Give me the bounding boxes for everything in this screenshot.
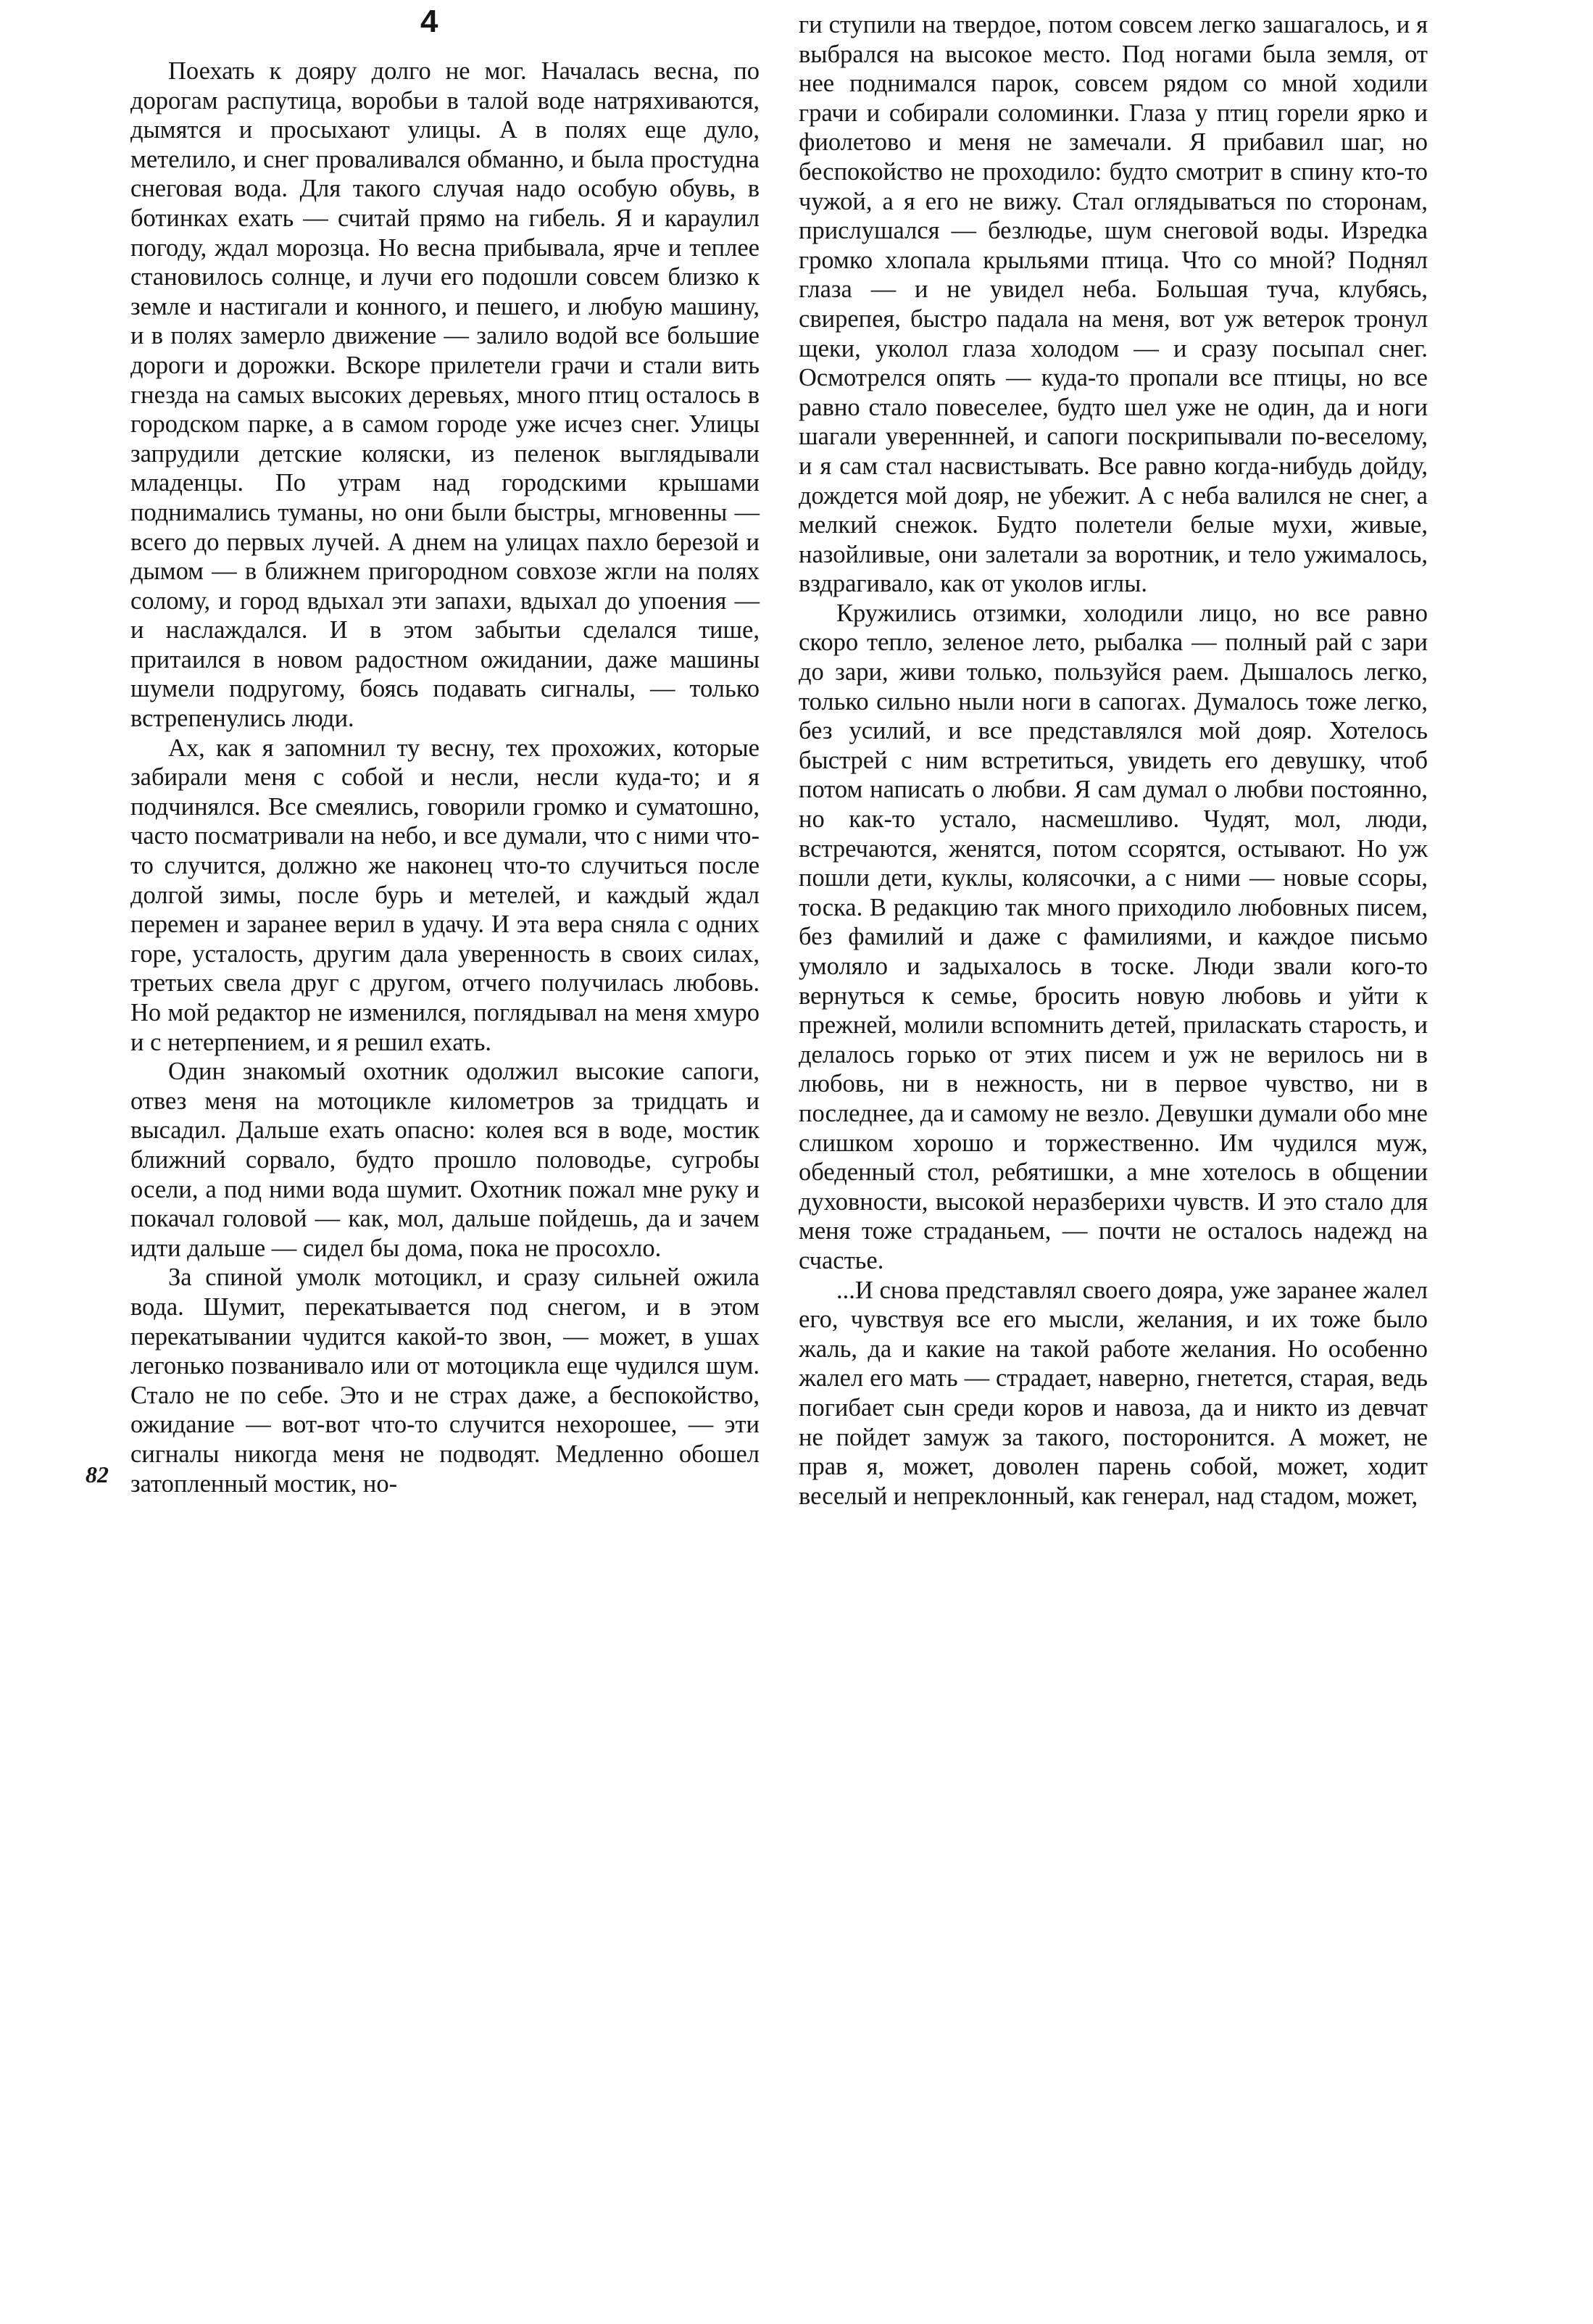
paragraph: ги ступили на твердое, потом совсем легко зашагалось, и я выбрался на высокое место. Под ногами была земля, от нее поднимался парок, совсем рядом со мной ходили грачи и собирали соломинки. Глаза у птиц горели ярко и фиолетово и меня не замечали. Я прибавил шаг, но беспокойство не проходило: будто смотрит в спину кто-то чужой, а я его не вижу. Стал оглядываться по сторонам, прислушался — безлюдье, шум снеговой воды. Изредка громко хлопала крыльями птица. Что со мной? Поднял глаза — и не увидел неба. Большая туча, клубясь, свирепея, быстро падала на меня, вот уж ветерок тронул щеки, уколол глаза холодом — и сразу посыпал снег. Осмотрелся опять — куда-то пропали все птицы, но все равно стало повеселее, будто шел уже не один, да и ноги шагали увереннней, и сапоги поскрипывали по-веселому, и я сам стал насвистывать. Все равно когда-нибудь дойду, дождется мой дояр, не убежит. А с неба валился не снег, а мелкий снежок. Будто полетели белые мухи, живые, назойливые, они залетали за воротник, и тело ужималось, вздрагивало, как от уколов иглы. (799, 11, 1428, 598)
chapter-number: 4 (420, 4, 438, 39)
paragraph: Поехать к дояру долго не мог. Началась весна, по дорогам распутица, воробьи в талой воде натряхиваются, дымятся и просыхают улицы. А в полях еще дуло, метелило, и снег проваливался обманно, и была простудна снеговая вода. Для такого случая надо особую обувь, в ботинках ехать — считай прямо на гибель. Я и караулил погоду, ждал морозца. Но весна прибывала, ярче и теплее становилось солнце, и лучи его подошли совсем близко к земле и настигали и конного, и пешего, и любую машину, и в полях замерло движение — залило водой все большие дороги и дорожки. Вскоре прилетели грачи и стали вить гнезда на самых высоких деревьях, много птиц осталось в городском парке, а в самом городе уже исчез снег. Улицы запрудили детские коляски, из пеленок выглядывали младенцы. По утрам над городскими крышами поднимались туманы, но они были быстры, мгновенны — всего до первых лучей. А днем на улицах пахло березой и дымом — в ближнем пригородном совхозе жгли на полях солому, и город вдыхал эти запахи, вдыхал до упоения — и наслаждался. И в этом забытьи сделался тише, притаился в новом радостном ожидании, даже машины шумели подругому, боясь подавать сигналы, — только встрепенулись люди. (130, 57, 760, 733)
paragraph: Ах, как я запомнил ту весну, тех прохожих, которые забирали меня с собой и несли, несли куда-то; и я подчинялся. Все смеялись, говорили громко и суматошно, часто посматривали на небо, и все думали, что с ними что-то случится, должно же наконец что-то случиться после долгой зимы, после бурь и метелей, и каждый ждал перемен и заранее верил в удачу. И эта вера сняла с одних горе, усталость, другим дала уверенность в своих силах, третьих свела друг с другом, отчего получилась любовь. Но мой редактор не изменился, поглядывал на меня хмуро и с нетерпением, и я решил ехать. (130, 734, 760, 1056)
right-text-column (799, 10, 1428, 1511)
paragraph: За спиной умолк мотоцикл, и сразу сильней ожила вода. Шумит, перекатывается под снегом, и в этом перекатывании чудится какой-то звон, — может, в ушах легонько позванивало или от мотоцикла еще чудился шум. Стало не по себе. Это и не страх даже, а беспокойство, ожидание — вот-вот что-то случится нехорошее, — эти сигналы никогда меня не подводят. Медленно обошел затопленный мостик, но- (130, 1263, 760, 1498)
paragraph: ...И снова представлял своего дояра, уже заранее жалел его, чувствуя все его мысли, желания, и их тоже было жаль, да и какие на такой работе желания. Но особенно жалел его мать — страдает, наверно, гнетется, старая, ведь погибает сын среди коров и навоза, да и никто из девчат не пойдет замуж за такого, посторонится. А может, не прав я, может, доволен парень собой, может, ходит веселый и непреклонный, как генерал, над стадом, может, (799, 1276, 1428, 1510)
paragraph: Один знакомый охотник одолжил высокие сапоги, отвез меня на мотоцикле километров за тридцать и высадил. Дальше ехать опасно: колея вся в воде, мостик ближний сорвало, будто прошло половодье, сугробы осели, а под ними вода шумит. Охотник пожал мне руку и покачал головой — как, мол, дальше пойдешь, да и зачем идти дальше — сидел бы дома, пока не просохло. (130, 1058, 760, 1262)
paragraph: Кружились отзимки, холодили лицо, но все равно скоро тепло, зеленое лето, рыбалка — полный рай с зари до зари, живи только, пользуйся раем. Дышалось легко, только сильно ныли ноги в сапогах. Думалось тоже легко, без усилий, и все представлялся мой дояр. Хотелось быстрей с ним встретиться, увидеть его девушку, чтоб потом написать о любви. Я сам думал о любви постоянно, но как-то устало, насмешливо. Чудят, мол, люди, встречаются, женятся, потом ссорятся, остывают. Но уж пошли дети, куклы, колясочки, а с ними — новые ссоры, тоска. В редакцию так много приходило любовных писем, без фамилий и даже с фамилиями, и каждое письмо умоляло и задыхалось в тоске. Люди звали кого-то вернуться к семье, бросить новую любовь и уйти к прежней, молили вспомнить детей, приласкать старость, и делалось горько от этих писем и уж не верилось ни в любовь, ни в нежность, ни в первое чувство, ни в последнее, да и самому не везло. Девушки думали обо мне слишком хорошо и торжественно. Им чудился муж, обеденный стол, ребятишки, а мне хотелось в общении духовности, высокой неразберихи чувств. И это стало для меня тоже страданьем, — почти не осталось надежд на счастье. (799, 599, 1428, 1274)
left-text-column (130, 57, 760, 1498)
page-number: 82 (86, 1461, 109, 1487)
